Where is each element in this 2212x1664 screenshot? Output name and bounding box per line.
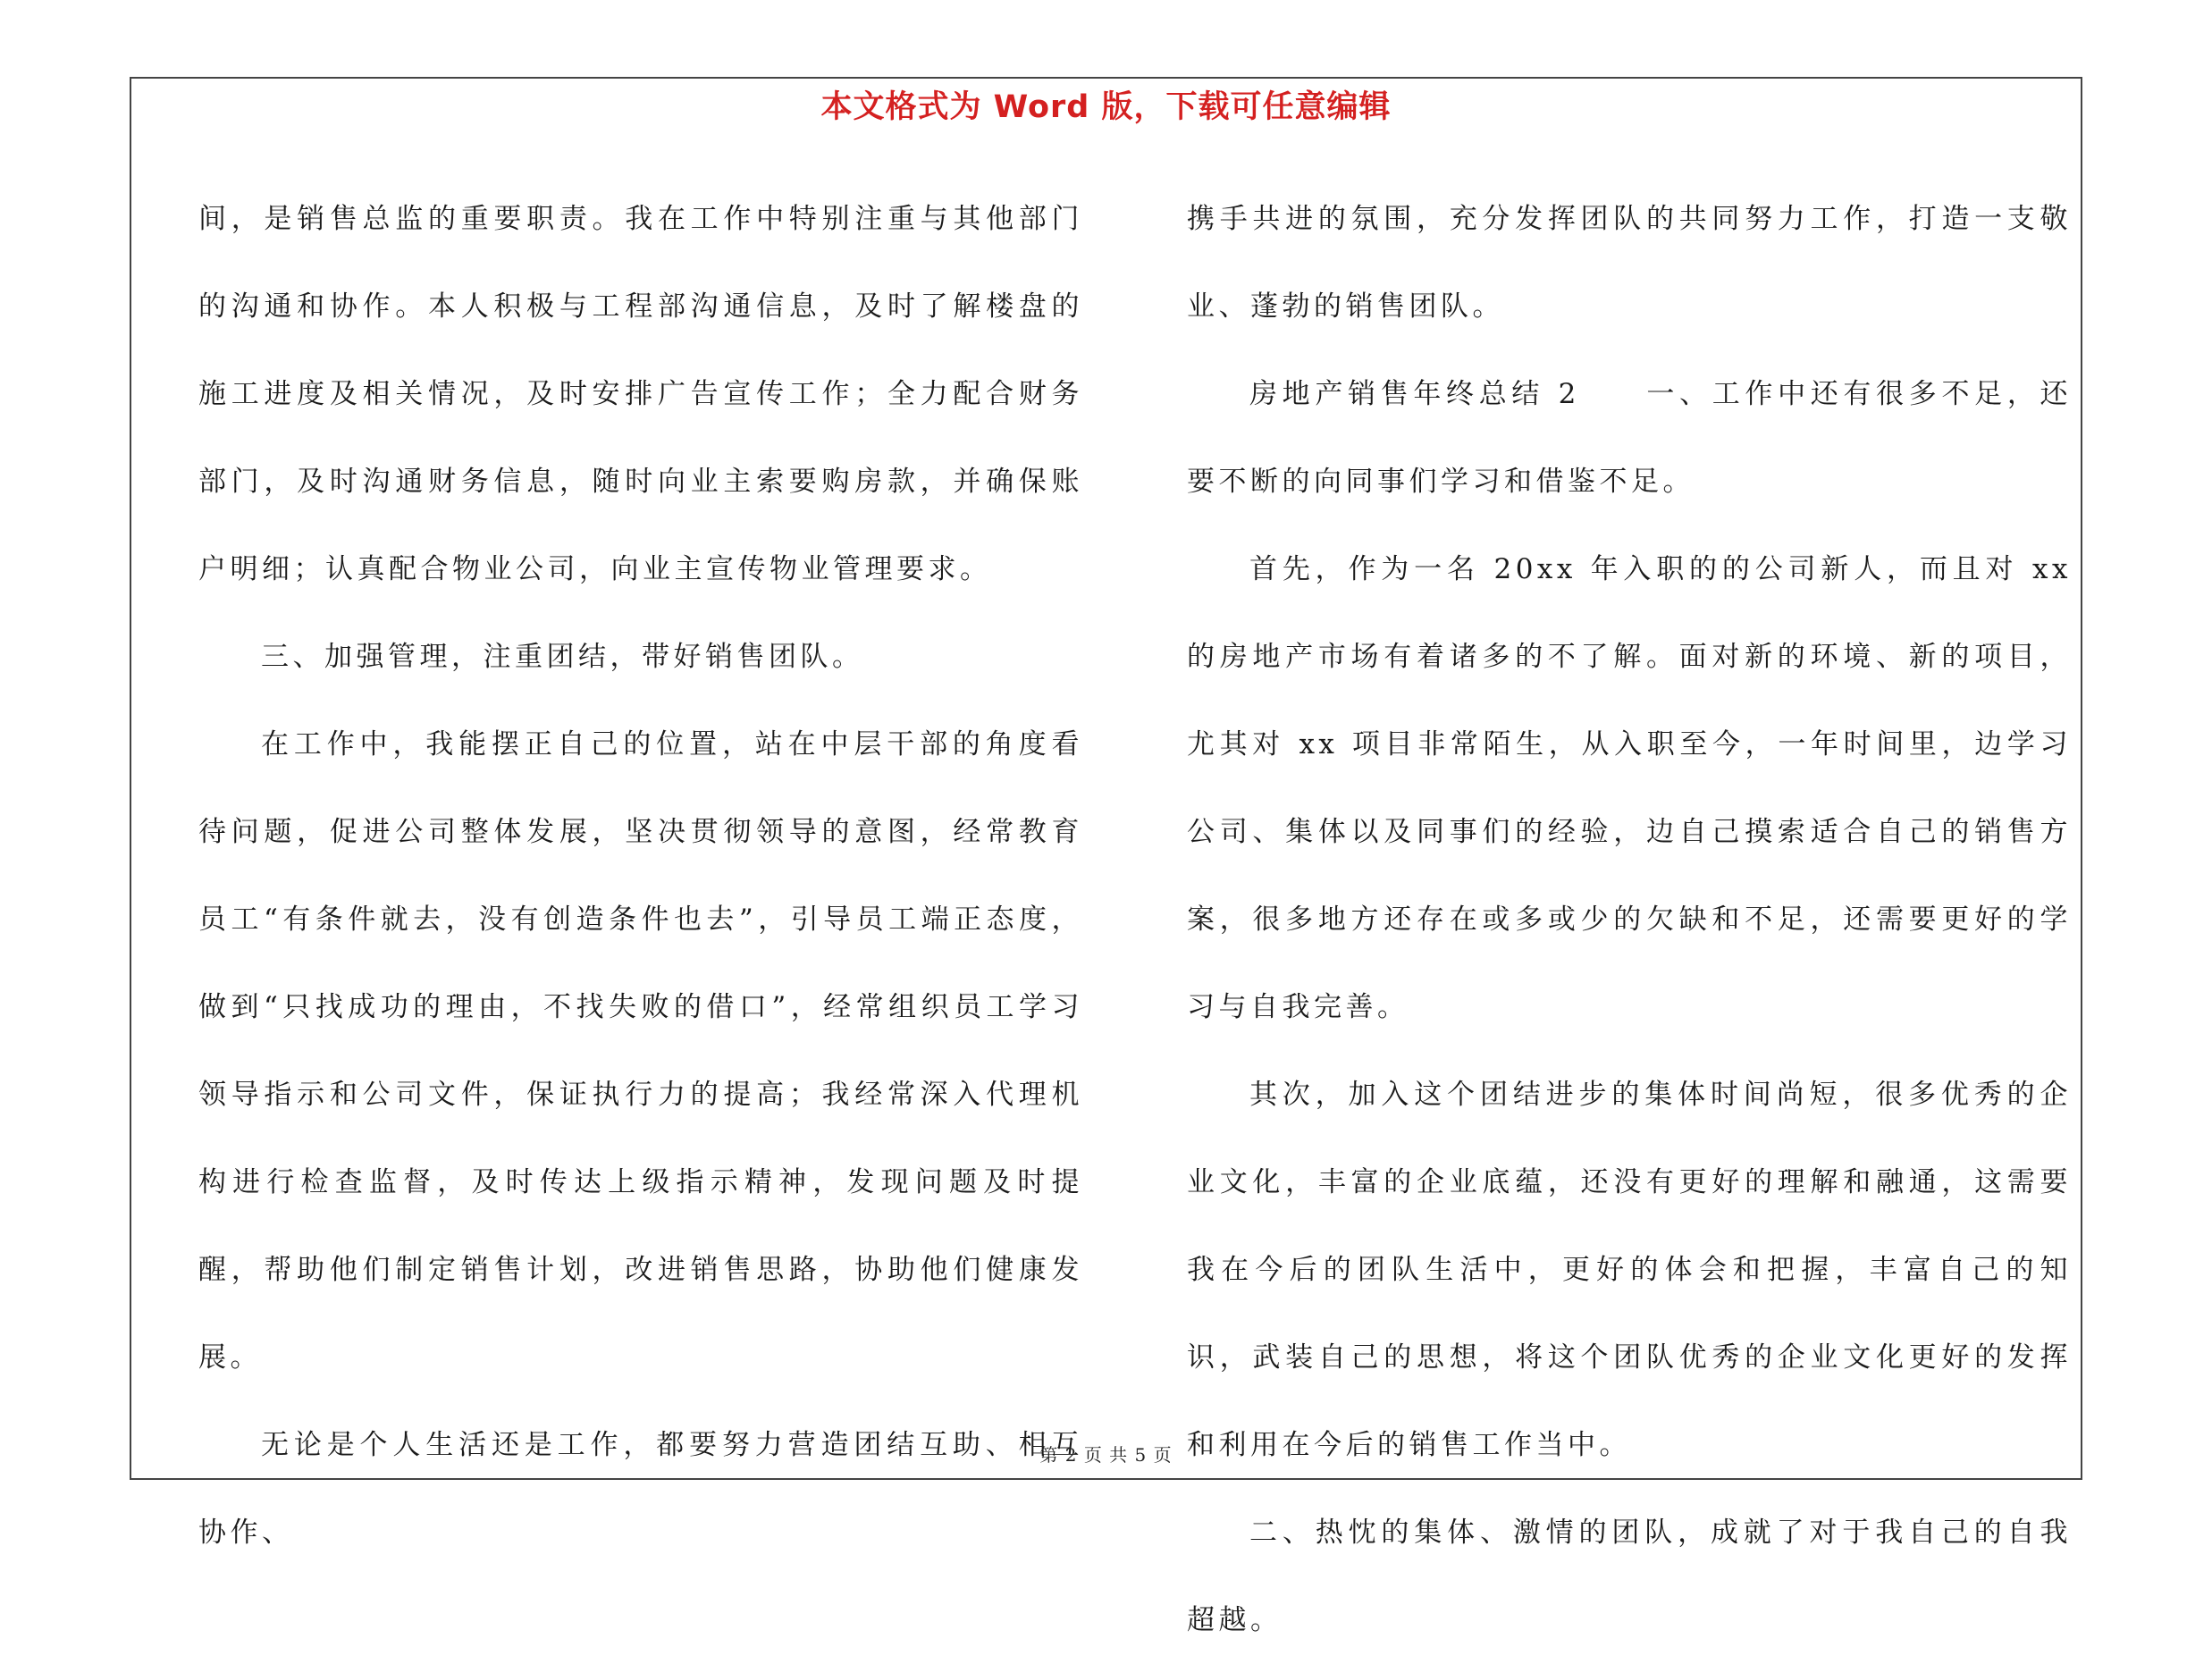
word-format-banner: 本文格式为 Word 版，下载可任意编辑 [820, 89, 1392, 125]
paragraph: 在工作中，我能摆正自己的位置，站在中层干部的角度看待问题，促进公司整体发展，坚决贯彻领导的意图，经常教育员工“有条件就去，没有创造条件也去”，引导员工端正态度，做到“只找成功的理由，不找失败的借口”，经常组织员工学习领导指示和公司文件，保证执行力的提高；我经常深入代理机构进行检查监督，及时传达上级指示精神，发现问题及时提醒，帮助他们制定销售计划，改进销售思路，协助他们健康发展。 [198, 728, 1083, 1374]
section-heading: 三、加强管理，注重团结，带好销售团队。 [261, 641, 864, 673]
paragraph: 携手共进的氛围，充分发挥团队的共同努力工作，打造一支敬业、蓬勃的销售团队。 [1187, 203, 2072, 323]
paragraph: 其次，加入这个团结进步的集体时间尚短，很多优秀的企业文化，丰富的企业底蕴，还没有更好的理解和融通，这需要我在今后的团队生活中，更好的体会和把握，丰富自己的知识，武装自己的思想，将这个团队优秀的企业文化更好的发挥和利用在今后的销售工作当中。 [1187, 1079, 2072, 1461]
paragraph: 首先，作为一名 20xx 年入职的的公司新人，而且对 xx 的房地产市场有着诸多的不了解。面对新的环境、新的项目，尤其对 xx 项目非常陌生，从入职至今，一年时间里，边学习公司、集体以及同事们的经验，边自己摸索适合自己的销售方案，很多地方还存在或多或少的欠缺和不足，还需要更好的学习与自我完善。 [1187, 553, 2072, 1023]
page-number-footer: 第 2 页 共 5 页 [1039, 1444, 1173, 1466]
paragraph: 无论是个人生活还是工作，都要努力营造团结互助、相互协作、 [198, 1429, 1083, 1549]
paragraph: 房地产销售年终总结 2 一、工作中还有很多不足，还要不断的向同事们学习和借鉴不足。 [1187, 378, 2072, 498]
paragraph: 间，是销售总监的重要职责。我在工作中特别注重与其他部门的沟通和协作。本人积极与工程部沟通信息，及时了解楼盘的施工进度及相关情况，及时安排广告宣传工作；全力配合财务部门，及时沟通财务信息，随时向业主索要购房款，并确保账户明细；认真配合物业公司，向业主宣传物业管理要求。 [198, 203, 1083, 585]
section-heading: 二、热忱的集体、激情的团队，成就了对于我自己的自我超越。 [1187, 1517, 2072, 1636]
left-text-column [198, 175, 1083, 1576]
